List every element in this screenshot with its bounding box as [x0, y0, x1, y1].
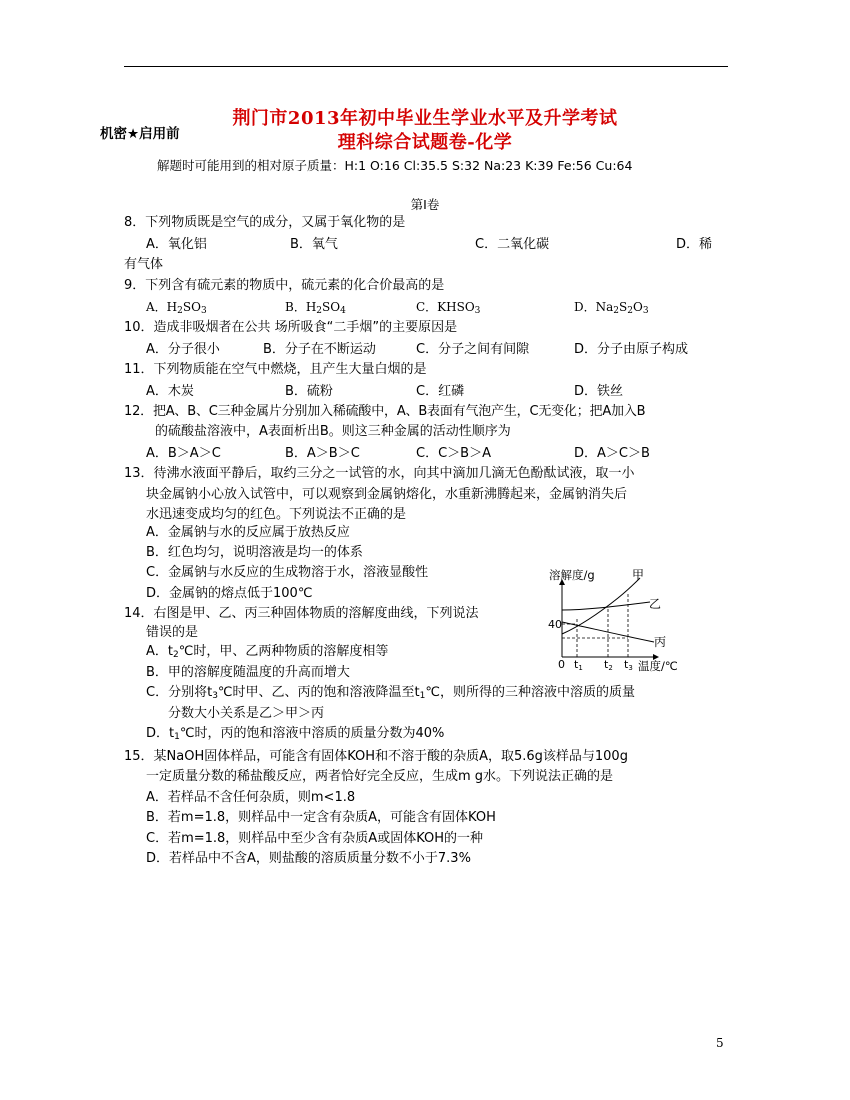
- q8-option-d-cont: 有气体: [124, 257, 164, 272]
- chart-ylabel: 溶解度/g: [549, 568, 595, 582]
- q11-option-b: B．硫粉: [285, 384, 333, 399]
- q12-option-a: A．B＞A＞C: [146, 446, 221, 461]
- q13-option-d: D．金属钠的熔点低于100℃: [146, 586, 313, 601]
- q13-stem-line1: 13．待沸水液面平静后，取约三分之一试管的水，向其中滴加几滴无色酚酞试液，取一小: [124, 466, 635, 481]
- q14-option-c-line1: C．分别将$t_3℃$时甲、乙、丙的饱和溶液降温至$t_1℃$，则所得的三种溶液中溶质的质量: [146, 685, 635, 701]
- q9-option-a: A．$H_2SO_3$: [146, 300, 207, 316]
- page-number: 5: [716, 1036, 724, 1050]
- q11-option-a: A．木炭: [146, 384, 194, 399]
- q8-option-a: A．氧化铝: [146, 237, 207, 252]
- header-rule: [124, 66, 728, 67]
- q14-option-a: A．$t_2℃$时，甲、乙两种物质的溶解度相等: [146, 644, 389, 660]
- q9-option-c: C．$KHSO_3$: [416, 300, 481, 316]
- q10-option-d: D．分子由原子构成: [574, 342, 689, 357]
- q8-option-c: C．二氧化碳: [475, 237, 550, 252]
- secret-label: 机密★启用前: [100, 126, 180, 142]
- q12-stem-line1: 12．把A、B、C三种金属片分别加入稀硫酸中，A、B表面有气泡产生，C无变化；把A加入B: [124, 404, 646, 419]
- chart-series-label-yi: 乙: [649, 597, 662, 611]
- q14-stem-line1: 14．右图是甲、乙、丙三种固体物质的溶解度曲线，下列说法: [124, 606, 479, 621]
- q11-option-d: D．铁丝: [574, 384, 624, 399]
- q15-option-b: B．若m=1.8，则样品中一定含有杂质A，可能含有固体KOH: [146, 810, 496, 825]
- chart-series-yi: [562, 602, 650, 610]
- chart-xlabel: 温度/℃: [638, 659, 678, 673]
- part-label: 第Ⅰ卷: [410, 197, 440, 212]
- q10-option-c: C．分子之间有间隙: [416, 342, 530, 357]
- chart-x-tick-t3: t3: [624, 658, 633, 672]
- chart-series-label-jia: 甲: [632, 568, 645, 582]
- chart-x-tick-t2: t2: [604, 658, 613, 672]
- q13-stem-line3: 水迅速变成均匀的红色。下列说法不正确的是: [146, 507, 407, 522]
- q14-stem-line2: 错误的是: [146, 625, 199, 640]
- q9-option-d: D．$Na_2S_2O_3$: [574, 300, 649, 316]
- q8-stem: 8．下列物质既是空气的成分，又属于氧化物的是: [124, 215, 406, 230]
- q9-stem: 9．下列含有硫元素的物质中，硫元素的化合价最高的是: [124, 278, 445, 293]
- q15-option-d: D．若样品中不含A，则盐酸的溶质质量分数不小于7.3%: [146, 851, 471, 866]
- q10-option-a: A．分子很小: [146, 342, 220, 357]
- q14-option-b: B．甲的溶解度随温度的升高而增大: [146, 665, 350, 680]
- q13-option-c: C．金属钠与水反应的生成物溶于水，溶液显酸性: [146, 565, 429, 580]
- q13-option-a: A．金属钠与水的反应属于放热反应: [146, 525, 350, 540]
- q8-option-d: D．稀: [676, 237, 713, 252]
- q13-option-b: B．红色均匀，说明溶液是均一的体系: [146, 545, 363, 560]
- q12-option-b: B．A＞B＞C: [285, 446, 360, 461]
- q14-option-d: D．$t_1℃$时，丙的饱和溶液中溶质的质量分数为40%: [146, 726, 445, 742]
- chart-y-tick-40: 40: [548, 618, 562, 631]
- chart-x-tick-t1: t1: [574, 658, 583, 672]
- q15-option-c: C．若m=1.8，则样品中至少含有杂质A或固体KOH的一种: [146, 831, 484, 846]
- q8-option-b: B．氧气: [290, 237, 338, 252]
- q13-stem-line2: 块金属钠小心放入试管中，可以观察到金属钠熔化，水重新沸腾起来，金属钠消失后: [146, 487, 628, 502]
- q12-stem-line2: 的硫酸盐溶液中，A表面析出B。则这三种金属的活动性顺序为: [155, 424, 511, 439]
- chart-x-tick-0: 0: [558, 658, 565, 671]
- q9-option-b: B．$H_2SO_4$: [285, 300, 346, 316]
- q11-stem: 11．下列物质能在空气中燃烧，且产生大量白烟的是: [124, 362, 427, 377]
- q10-option-b: B．分子在不断运动: [263, 342, 376, 357]
- atomic-masses-note: 解题时可能用到的相对原子质量：H:1 O:16 Cl:35.5 S:32 Na:23 K:39 Fe:56 Cu:64: [157, 158, 633, 173]
- q15-stem-line1: 15．某NaOH固体样品，可能含有固体KOH和不溶于酸的杂质A，取5.6g该样品与100g: [124, 749, 628, 764]
- q12-option-c: C．C＞B＞A: [416, 446, 491, 461]
- q14-option-c-line2: 分数大小关系是乙＞甲＞丙: [168, 706, 325, 721]
- q15-stem-line2: 一定质量分数的稀盐酸反应，两者恰好完全反应，生成m g水。下列说法正确的是: [146, 769, 614, 784]
- solubility-chart: [540, 562, 700, 674]
- chart-series-label-bing: 丙: [654, 635, 667, 649]
- q15-option-a: A．若样品不含任何杂质，则m<1.8: [146, 790, 356, 805]
- q11-option-c: C．红磷: [416, 384, 465, 399]
- exam-title: 荆门市2013年初中毕业生学业水平及升学考试: [232, 108, 618, 129]
- q10-stem: 10．造成非吸烟者在公共 场所吸食“二手烟”的主要原因是: [124, 320, 458, 335]
- exam-subtitle: 理科综合试题卷-化学: [337, 132, 513, 153]
- q12-option-d: D．A＞C＞B: [574, 446, 650, 461]
